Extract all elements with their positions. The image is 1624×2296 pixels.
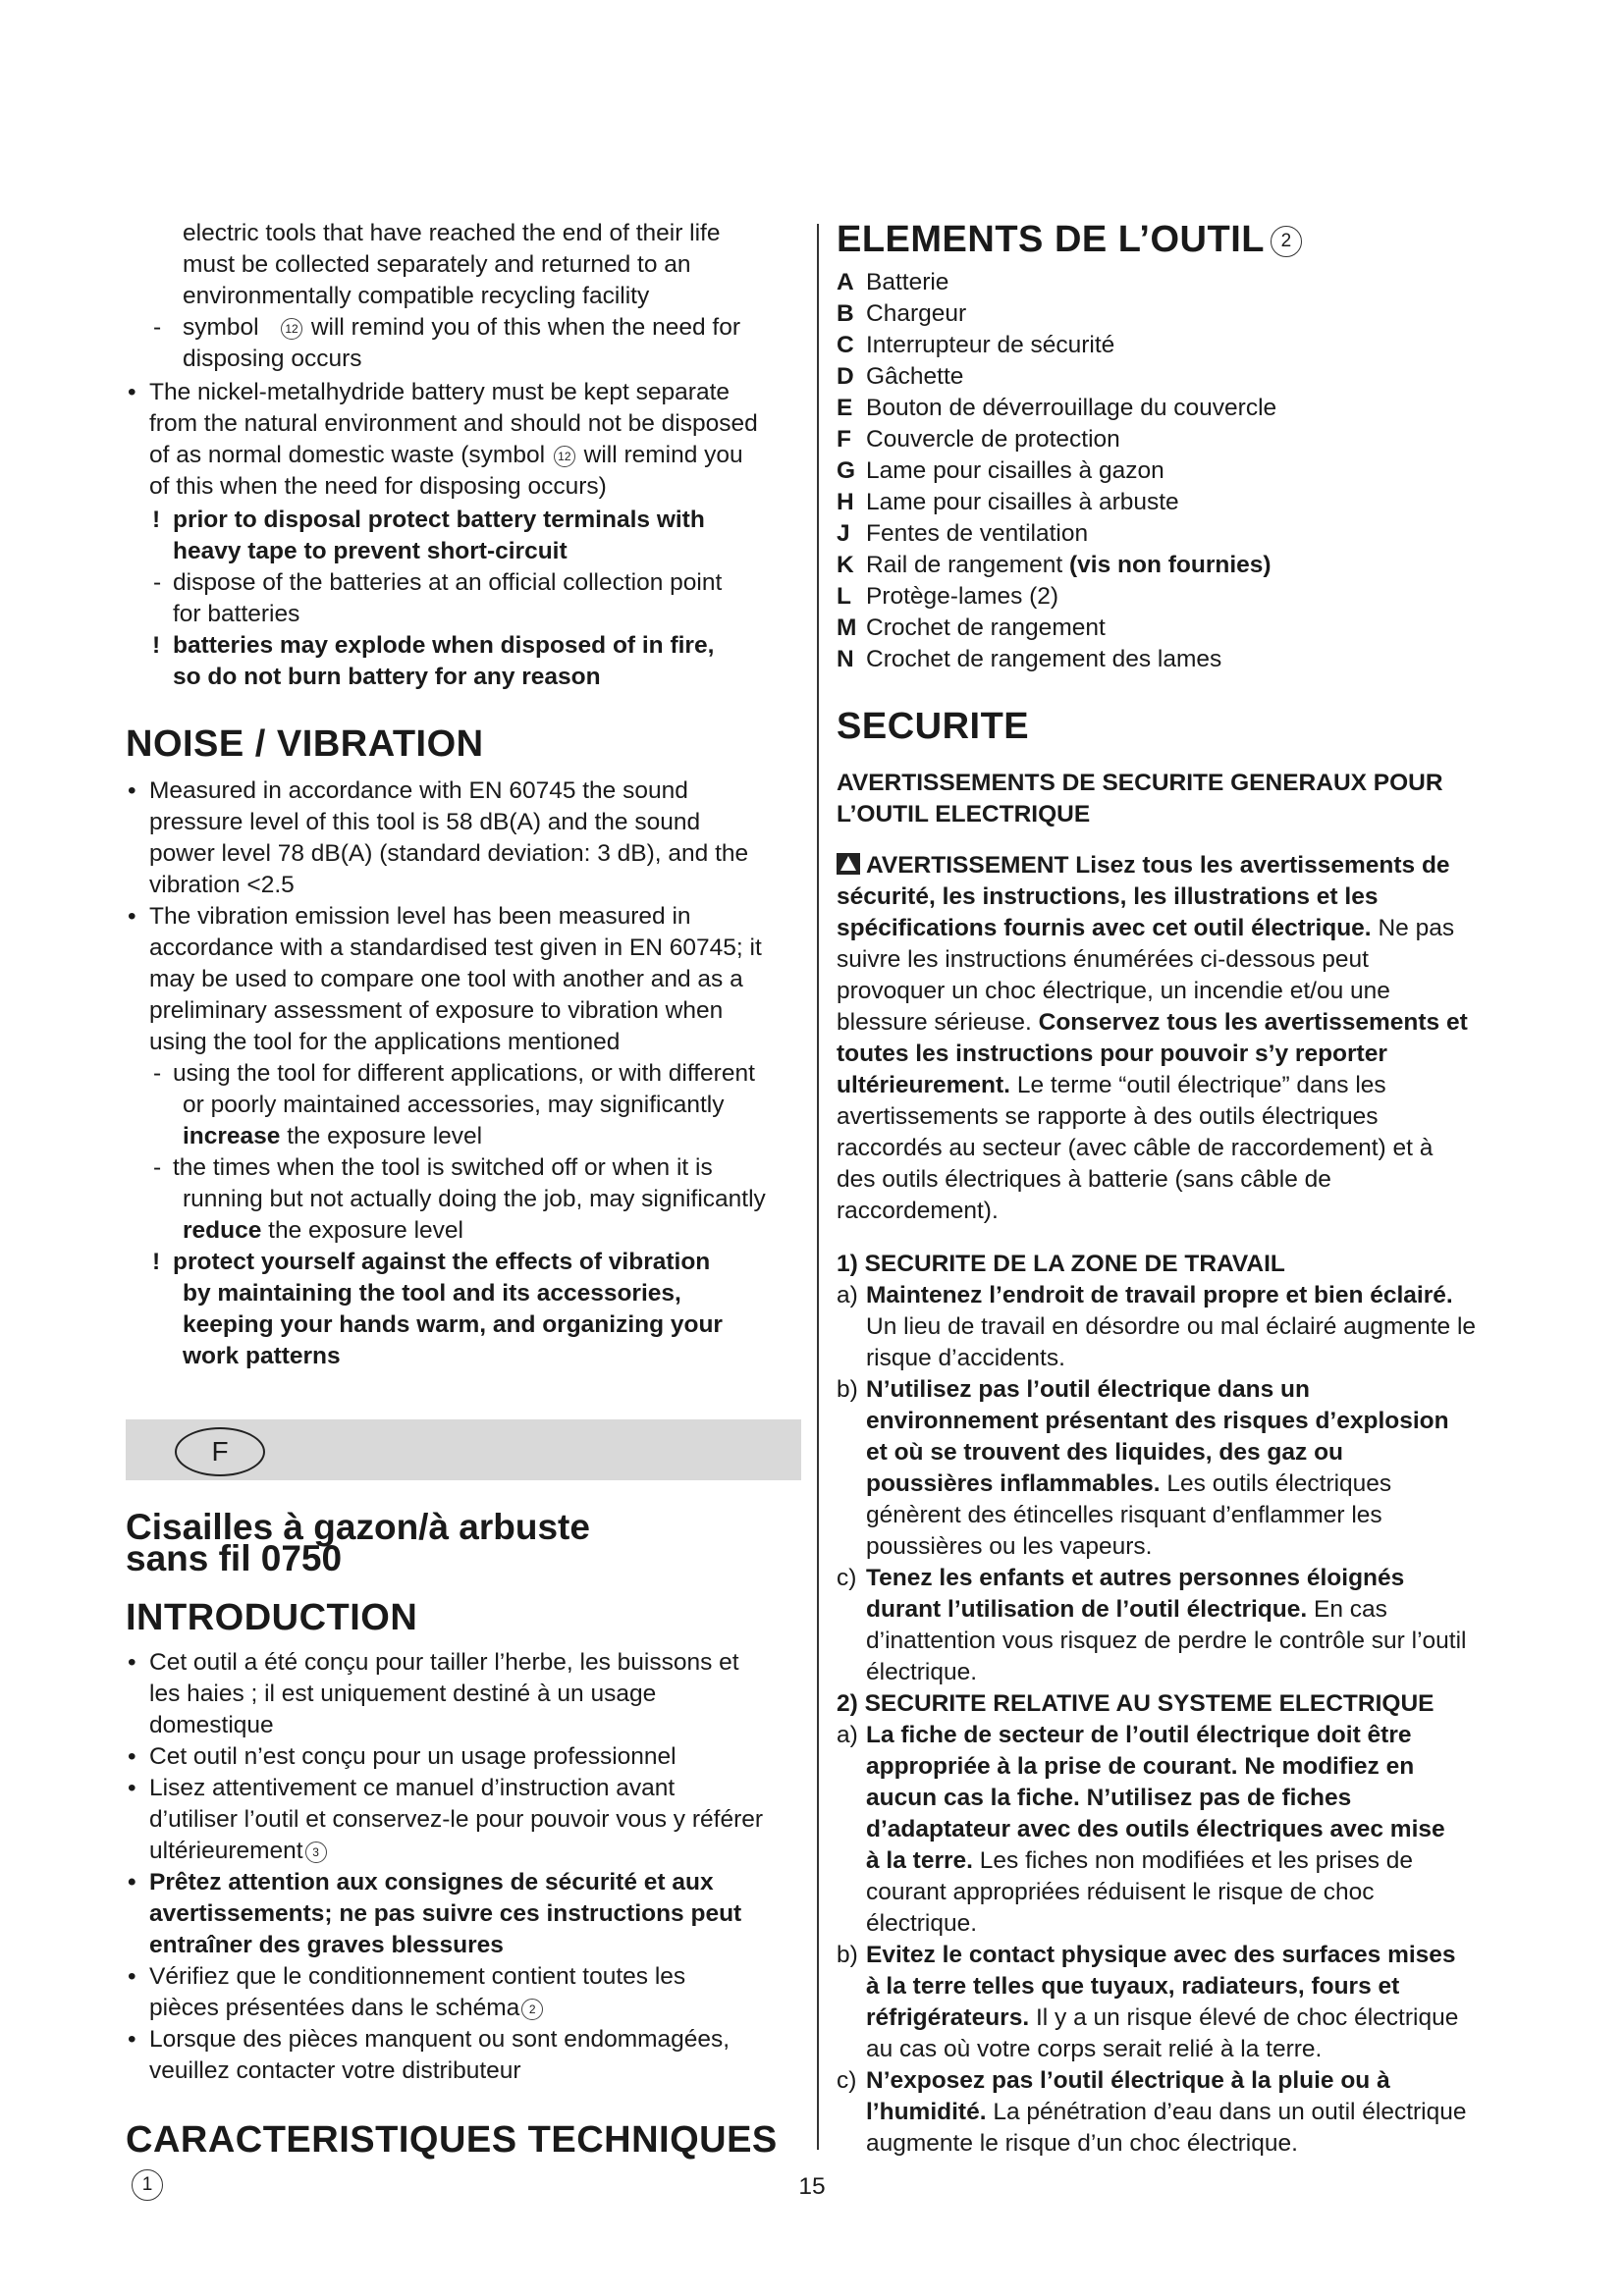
element-key: D [837, 363, 854, 390]
text-line: electric tools that have reached the end of their life [183, 220, 721, 246]
intro-bullet: • Lisez attentivement ce manuel d’instruction avant d’utiliser l’outil et conservez-le pour pouvoir vous y référer ultérieurement 3 [126, 1773, 801, 1867]
warning-item: ! prior to disposal protect battery terminals with heavy tape to prevent short-circuit [152, 507, 705, 564]
element-label: Couvercle de protection [866, 426, 1120, 453]
technical-heading: CARACTERISTIQUES TECHNIQUES1 [126, 2118, 801, 2205]
intro-bullet: • Vérifiez que le conditionnement contient toutes les pièces présentées dans le schéma 2 [126, 1961, 801, 2024]
text-line: must be collected separately and returned to an [183, 251, 691, 278]
dash-item: - dispose of the batteries at an official collection point for batteries [153, 569, 723, 627]
left-column [126, 218, 801, 2205]
element-key: B [837, 300, 854, 327]
right-column [837, 218, 1512, 2160]
element-item [837, 424, 1512, 455]
nimh-bullet: • The nickel-metalhydride battery must be kept separate from the natural environment and should not be disposed of as normal domestic waste (symbol 12 will remind you of this when the need for disposing occurs) [126, 377, 801, 503]
element-item [837, 518, 1512, 550]
element-key: G [837, 457, 856, 484]
symbol-dash-item: - symbol 12 will remind you of this when the need for disposing occurs [153, 314, 740, 372]
language-badge: F [175, 1427, 265, 1476]
element-item [837, 267, 1512, 298]
element-item [837, 361, 1512, 393]
element-label: Fentes de ventilation [866, 520, 1089, 547]
element-label: Protège-lames (2) [866, 583, 1059, 610]
section-2-heading: 2) SECURITE RELATIVE AU SYSTEME ELECTRIQUE [837, 1690, 1435, 1717]
element-note: (vis non fournies) [1069, 552, 1272, 578]
rule-item: b) N’utilisez pas l’outil électrique dans un environnement présentant des risques d’explosion et où se trouvent des liquides, des gaz ou poussières inflammables. Les outils électriques génèrent des étincelles risquant d’enflammer les poussières ou les vapeurs. [837, 1376, 1449, 1560]
intro-bullet: • Prêtez attention aux consignes de sécurité et aux avertissements; ne pas suivre ces instructions peut entraîner des graves blessures [126, 1867, 801, 1961]
element-item [837, 330, 1512, 361]
element-label: Batterie [866, 269, 949, 295]
text-line: environmentally compatible recycling facility [183, 283, 650, 309]
intro-bullet: • Cet outil a été conçu pour tailler l’herbe, les buissons et les haies ; il est uniquement destiné à un usage domestique [126, 1647, 801, 1741]
element-item [837, 455, 1512, 487]
element-key: N [837, 646, 854, 672]
figure-2-icon: 2 [1271, 226, 1302, 257]
warning-item: ! batteries may explode when disposed of in fire, so do not burn battery for any reason [152, 632, 715, 690]
symbol-12-icon: 12 [554, 446, 575, 467]
element-key: J [837, 520, 850, 547]
element-key: H [837, 489, 854, 515]
section-1-heading: 1) SECURITE DE LA ZONE DE TRAVAIL [837, 1251, 1285, 1277]
element-label: Gâchette [866, 363, 964, 390]
figure-3-icon: 3 [305, 1842, 327, 1863]
rule-item: c) N’exposez pas l’outil électrique à la pluie ou à l’humidité. La pénétration d’eau dans un outil électrique augmente le risque d’un choc électrique. [837, 2067, 1467, 2157]
warning-triangle-icon [837, 853, 860, 875]
rule-item: a) La fiche de secteur de l’outil électrique doit être appropriée à la prise de courant. Ne modifiez en aucun cas la fiche. N’utilisez pas de fiches d’adaptateur avec des outils électriques avec mise à la terre. Les fiches non modifiées et les prises de courant appropriées réduisent le risque de choc électrique. [837, 1722, 1445, 1937]
element-key: A [837, 269, 854, 295]
noise-bullet: • The vibration emission level has been measured in accordance with a standardised test given in EN 60745; it may be used to compare one tool with another and as a preliminary assessment of exposure to vibration when using the tool for the applications mentioned [126, 901, 801, 1058]
general-warnings-heading: AVERTISSEMENTS DE SECURITE GENERAUX POUR L’OUTIL ELECTRIQUE [837, 770, 1443, 828]
element-label: Bouton de déverrouillage du couvercle [866, 395, 1277, 421]
element-key: C [837, 332, 854, 358]
element-item [837, 487, 1512, 518]
element-key: E [837, 395, 853, 421]
rule-item: a) Maintenez l’endroit de travail propre et bien éclairé. Un lieu de travail en désordre ou mal éclairé augmente le risque d’accidents. [837, 1282, 1477, 1371]
noise-bullet: • Measured in accordance with EN 60745 the sound pressure level of this tool is 58 dB(A) and the sound power level 78 dB(A) (standard deviation: 3 dB), and the vibration <2.5 [126, 775, 801, 901]
element-item [837, 613, 1512, 644]
figure-2-icon: 2 [521, 1999, 543, 2020]
dash-item: - using the tool for different applications, or with different or poorly maintained accessories, may significantly increase the exposure level [153, 1060, 755, 1149]
figure-1-icon: 1 [132, 2169, 163, 2201]
element-item [837, 298, 1512, 330]
rule-item: b) Evitez le contact physique avec des surfaces mises à la terre telles que tuyaux, radiateurs, fours et réfrigérateurs. Il y a un risque élevé de choc électrique au cas où votre corps serait relié à la terre. [837, 1942, 1459, 2062]
element-label: Crochet de rangement [866, 614, 1106, 641]
element-label: Interrupteur de sécurité [866, 332, 1115, 358]
intro-bullet: • Lorsque des pièces manquent ou sont endommagées, veuillez contacter votre distributeur [126, 2024, 801, 2087]
product-title: Cisailles à gazon/à arbuste sans fil 0750 [126, 1507, 590, 1578]
securite-heading: SECURITE [837, 706, 1030, 747]
element-label: Crochet de rangement des lames [866, 646, 1222, 672]
introduction-heading: INTRODUCTION [126, 1597, 418, 1638]
element-label: Rail de rangement [866, 552, 1063, 578]
element-label: Lame pour cisailles à arbuste [866, 489, 1179, 515]
element-key: L [837, 583, 851, 610]
elements-list [837, 267, 1512, 675]
symbol-12-icon: 12 [281, 318, 302, 340]
intro-bullet: • Cet outil n’est conçu pour un usage professionnel [126, 1741, 801, 1773]
element-item [837, 581, 1512, 613]
element-item [837, 550, 1512, 581]
element-label: Lame pour cisailles à gazon [866, 457, 1164, 484]
rule-item: c) Tenez les enfants et autres personnes éloignés durant l’utilisation de l’outil électrique. En cas d’inattention vous risquez de perdre le contrôle sur l’outil électrique. [837, 1565, 1467, 1685]
warning-item: ! protect yourself against the effects of vibration by maintaining the tool and its accessories, keeping your hands warm, and organizing your work patterns [152, 1249, 723, 1369]
element-key: K [837, 552, 854, 578]
element-item [837, 393, 1512, 424]
page-number: 15 [798, 2173, 826, 2200]
elements-heading: ELEMENTS DE L’OUTIL 2 [837, 218, 1512, 261]
general-warning-paragraph: AVERTISSEMENT Lisez tous les avertissements de sécurité, les instructions, les illustrations et les spécifications fournis avec cet outil électrique. Ne pas suivre les instructions énumérées ci-dessous peut provoquer un choc électrique, un incendie et/ou une blessure sérieuse. Conservez tous les avertissements et toutes les instructions pour pouvoir s’y reporter ultérieurement. Le terme “outil électrique” dans les avertissements se rapporte à des outils électriques raccordés au secteur (avec câble de raccordement) et à des outils électriques à batterie (sans câble de raccordement). [837, 852, 1468, 1224]
language-banner [126, 1419, 801, 1480]
element-key: M [837, 614, 857, 641]
noise-heading: NOISE / VIBRATION [126, 723, 484, 765]
recycling-continuation [126, 218, 801, 312]
element-label: Chargeur [866, 300, 967, 327]
dash-item: - the times when the tool is switched off or when it is running but not actually doing the job, may significantly reduce the exposure level [153, 1154, 766, 1244]
element-key: F [837, 426, 851, 453]
column-divider [817, 224, 819, 2150]
element-item [837, 644, 1512, 675]
